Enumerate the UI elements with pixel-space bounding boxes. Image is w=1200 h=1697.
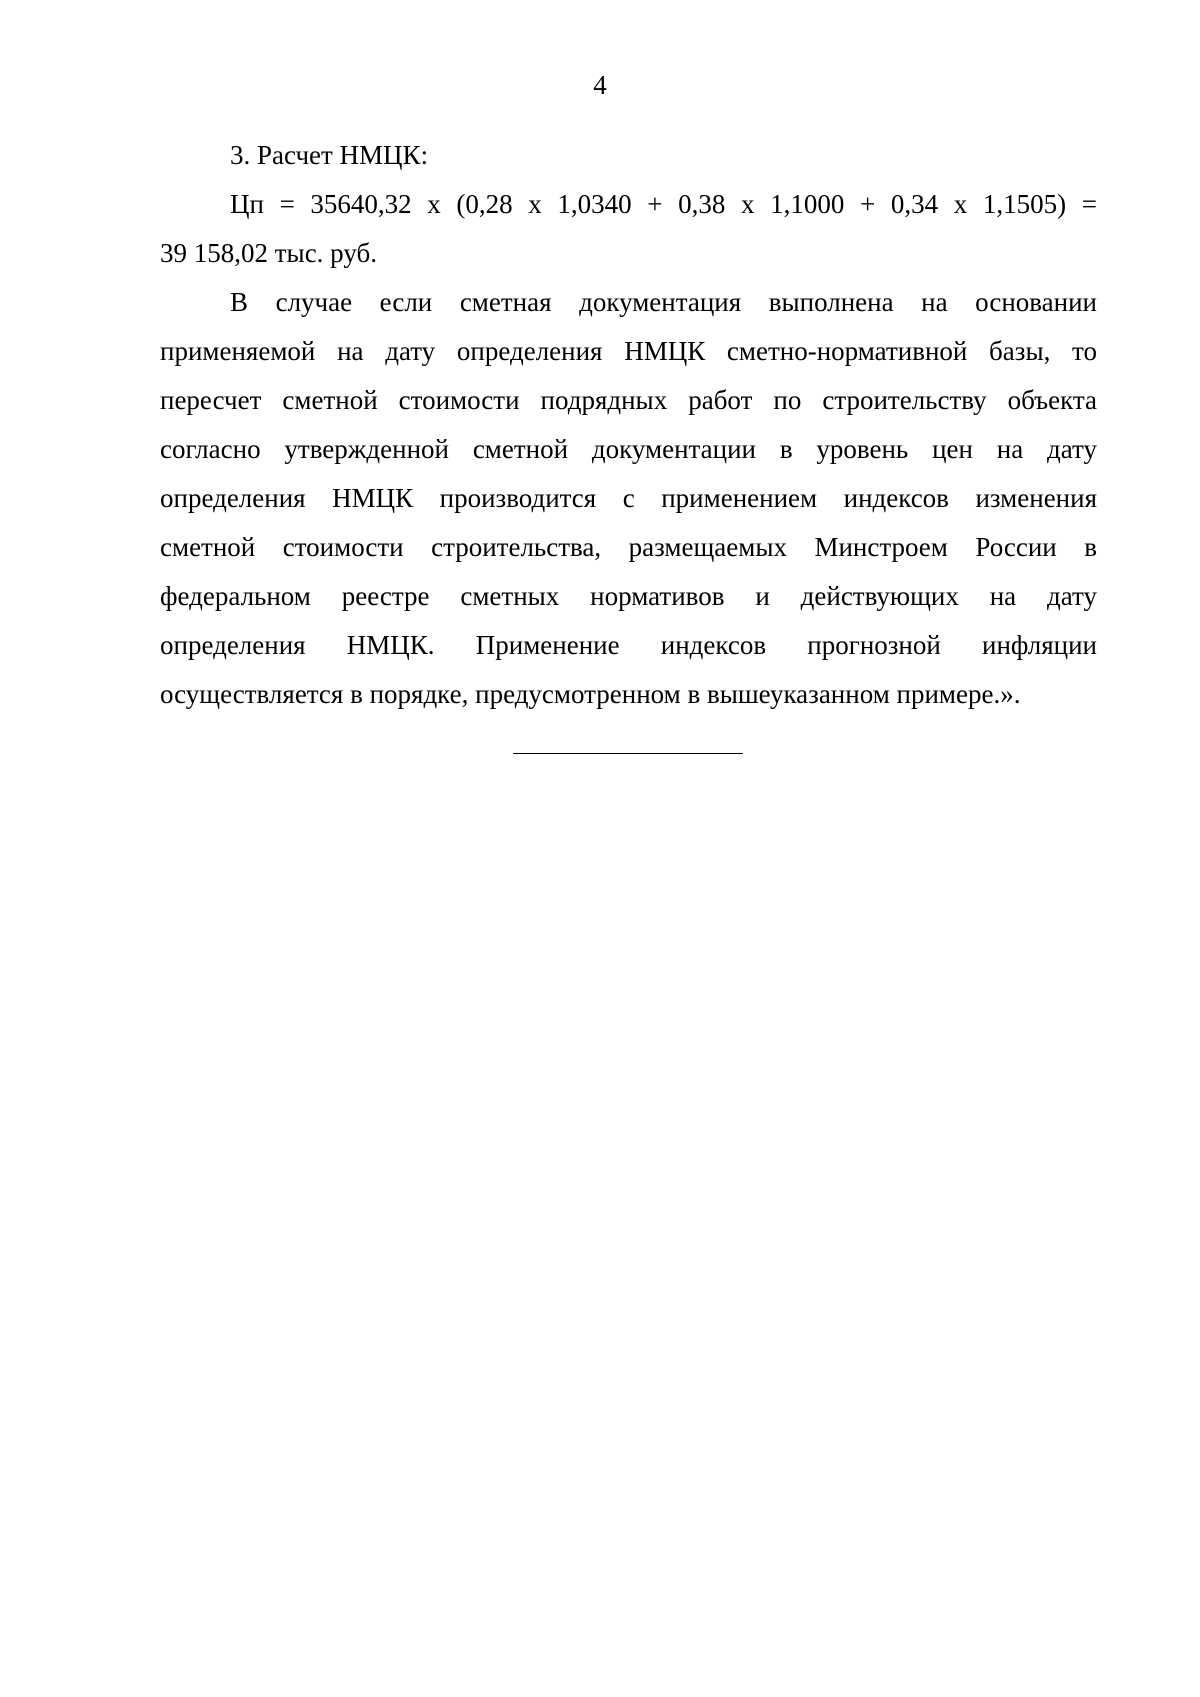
formula-result: 39 158,02 тыс. руб. [160, 238, 377, 268]
document-body [160, 131, 1097, 719]
paragraph-line: определения НМЦК производится с применением индексов изменения [160, 483, 1097, 513]
paragraph-line: В случае если сметная документация выполнена на основании [230, 287, 1097, 317]
paragraph-line: согласно утвержденной сметной документации в уровень цен на дату [160, 434, 1097, 464]
paragraph-line: федеральном реестре сметных нормативов и действующих на дату [160, 581, 1097, 611]
paragraph-line: пересчет сметной стоимости подрядных работ по строительству объекта [160, 385, 1097, 415]
formula-line-1: Цп = 35640,32 х (0,28 х 1,0340 + 0,38 х 1,1000 + 0,34 х 1,1505) = [230, 189, 1097, 219]
paragraph-line: осуществляется в порядке, предусмотренном в вышеуказанном примере.». [160, 679, 1021, 709]
page-number: 4 [593, 70, 607, 100]
section-heading: 3. Расчет НМЦК: [230, 140, 429, 170]
paragraph-line: определения НМЦК. Применение индексов прогнозной инфляции [160, 630, 1097, 660]
paragraph-line: сметной стоимости строительства, размещаемых Минстроем России в [160, 532, 1097, 562]
end-of-document-rule [513, 753, 743, 754]
paragraph-line: применяемой на дату определения НМЦК сметно-нормативной базы, то [160, 336, 1097, 366]
body-paragraph [160, 278, 1097, 719]
